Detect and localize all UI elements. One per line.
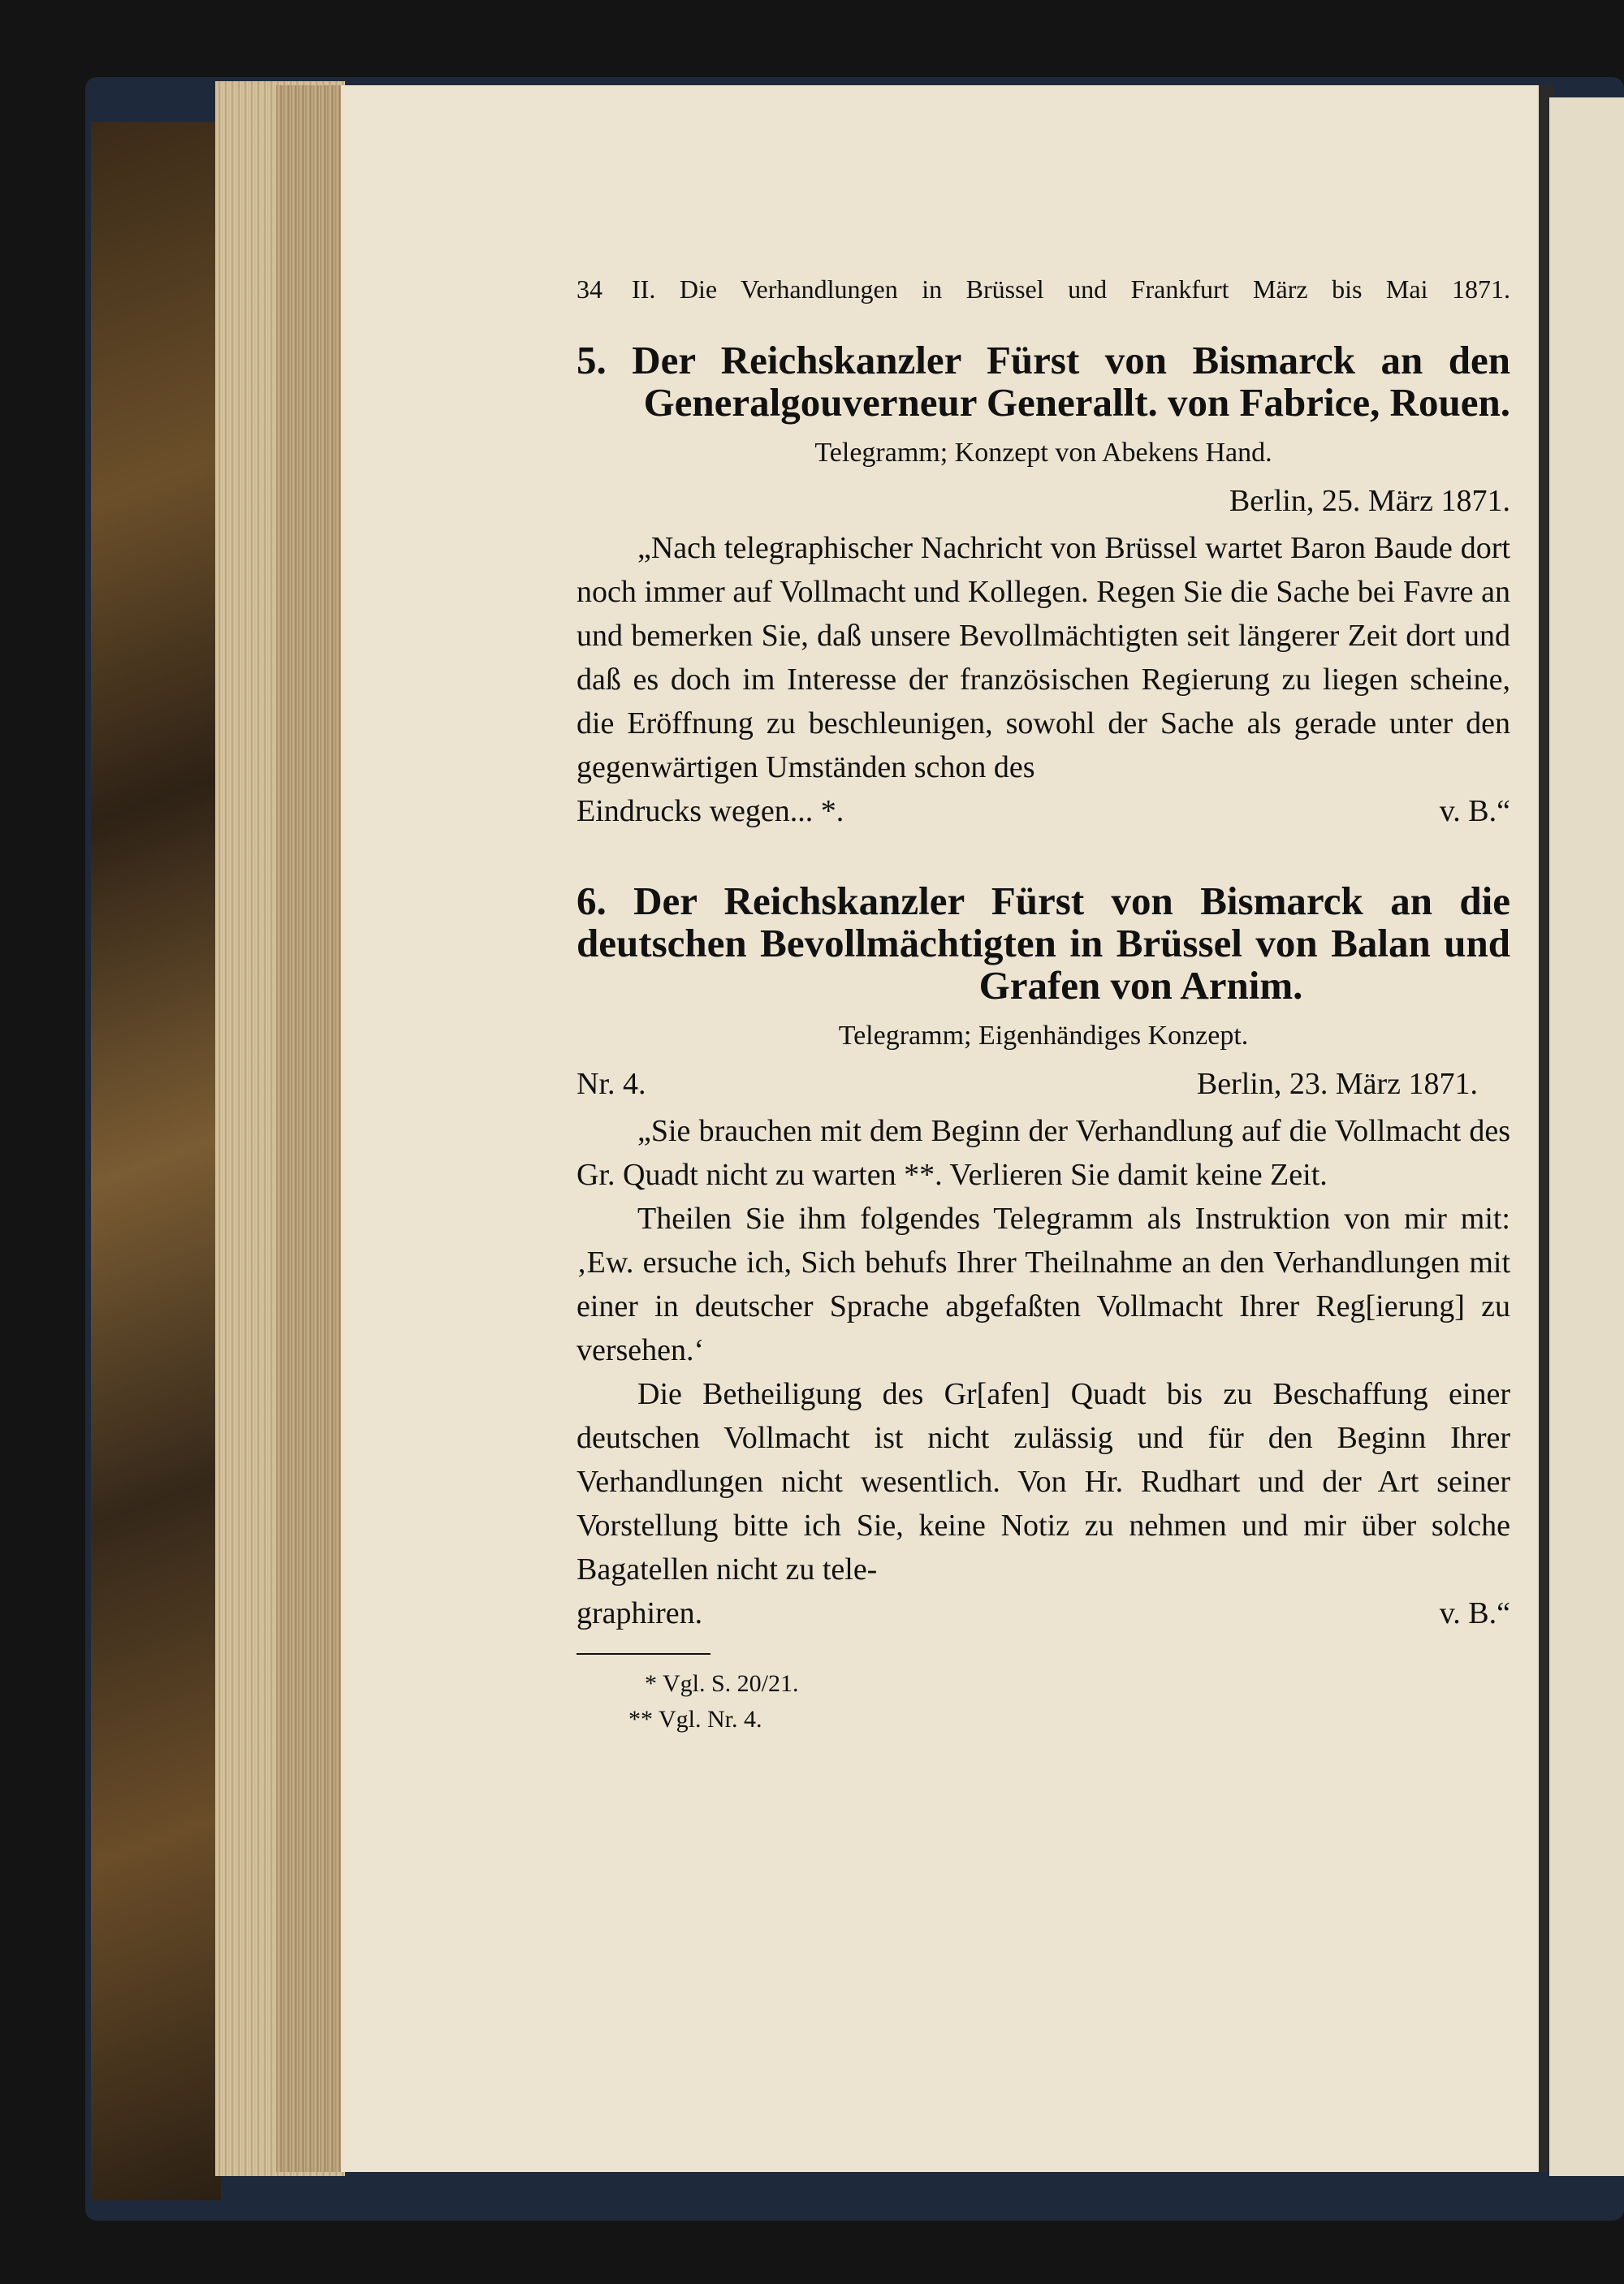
doc6-paragraph-2: Theilen Sie ihm folgendes Telegramm als Instruktion von mir mit: ‚Ew. ersuche ich, Sich behufs Ihrer Theilnahme an den Verhandlungen mit einer in deutscher Sprache abgefaßten Vollmacht Ihrer Reg[ierung] zu versehen.‘ xyxy=(577,1202,1510,1367)
doc5-closing-line xyxy=(577,789,1510,833)
doc6-heading-line-2: deutschen Bevollmächtigten in Brüssel von Balan und xyxy=(577,921,1510,965)
page-number: 34 xyxy=(577,274,603,304)
doc5-subtitle: Telegramm; Konzept von Abekens Hand. xyxy=(814,438,1272,468)
doc5-heading-line-2: Generalgouverneur Generallt. von Fabrice, Rouen. xyxy=(643,380,1510,425)
doc6-paragraph-3: Die Betheiligung des Gr[afen] Quadt bis zu Beschaffung einer deutschen Vollmacht ist nicht zulässig und für den Beginn Ihrer Verhandlungen nicht wesentlich. Von Hr. Rudhart und der Art seiner Vorstellung bitte ich Sie, keine Notiz zu nehmen und mir über solche Bagatellen nicht zu tele- xyxy=(577,1377,1510,1587)
footnote-rule xyxy=(577,1653,710,1655)
running-title: II. Die Verhandlungen in Brüssel und Frankfurt März bis Mai 1871. xyxy=(632,274,1510,304)
doc6-closing: graphiren. xyxy=(577,1596,703,1630)
doc5-dateline: Berlin, 25. März 1871. xyxy=(1229,484,1510,518)
facing-page-edge xyxy=(1549,97,1624,2176)
doc6-number: Nr. 4. xyxy=(577,1067,646,1101)
doc5-closing: Eindrucks wegen... *. xyxy=(577,794,844,828)
doc6-signature: v. B.“ xyxy=(1439,1596,1510,1630)
footnote-1: * Vgl. S. 20/21. xyxy=(645,1670,799,1697)
document-6 xyxy=(577,880,1510,1635)
doc5-signature: v. B.“ xyxy=(1439,794,1510,828)
page-edges-shadow xyxy=(276,85,341,2172)
doc6-subtitle: Telegramm; Eigenhändiges Konzept. xyxy=(838,1021,1249,1051)
doc6-paragraph-1: „Sie brauchen mit dem Beginn der Verhandlung auf die Vollmacht des Gr. Quadt nicht zu warten **. Verlieren Sie damit keine Zeit. xyxy=(577,1114,1510,1192)
doc6-heading-line-1: 6. Der Reichskanzler Fürst von Bismarck an die xyxy=(577,879,1510,923)
doc5-body: „Nach telegraphischer Nachricht von Brüssel wartet Baron Baude dort noch immer auf Vollmacht und Kollegen. Regen Sie die Sache bei Favre an und bemerken Sie, daß unsere Bevollmächtigten seit längerer Zeit dort und daß es doch im Interesse der französischen Regierung zu liegen scheine, die Eröffnung zu beschleunigen, sowohl der Sache als gerade unter den gegenwärtigen Umständen schon des xyxy=(577,531,1510,784)
page-text xyxy=(577,268,1510,1738)
doc6-closing-line xyxy=(577,1591,1510,1635)
doc5-heading-line-1: 5. Der Reichskanzler Fürst von Bismarck an den xyxy=(577,338,1510,382)
doc6-number-dateline xyxy=(577,1062,1510,1106)
doc6-dateline: Berlin, 23. März 1871. xyxy=(1196,1067,1478,1101)
document-5 xyxy=(577,339,1510,833)
marbled-endpaper xyxy=(91,122,221,2200)
doc6-heading-line-3: Grafen von Arnim. xyxy=(978,963,1303,1008)
running-header xyxy=(577,268,1510,310)
footnote-2: ** Vgl. Nr. 4. xyxy=(628,1706,762,1733)
